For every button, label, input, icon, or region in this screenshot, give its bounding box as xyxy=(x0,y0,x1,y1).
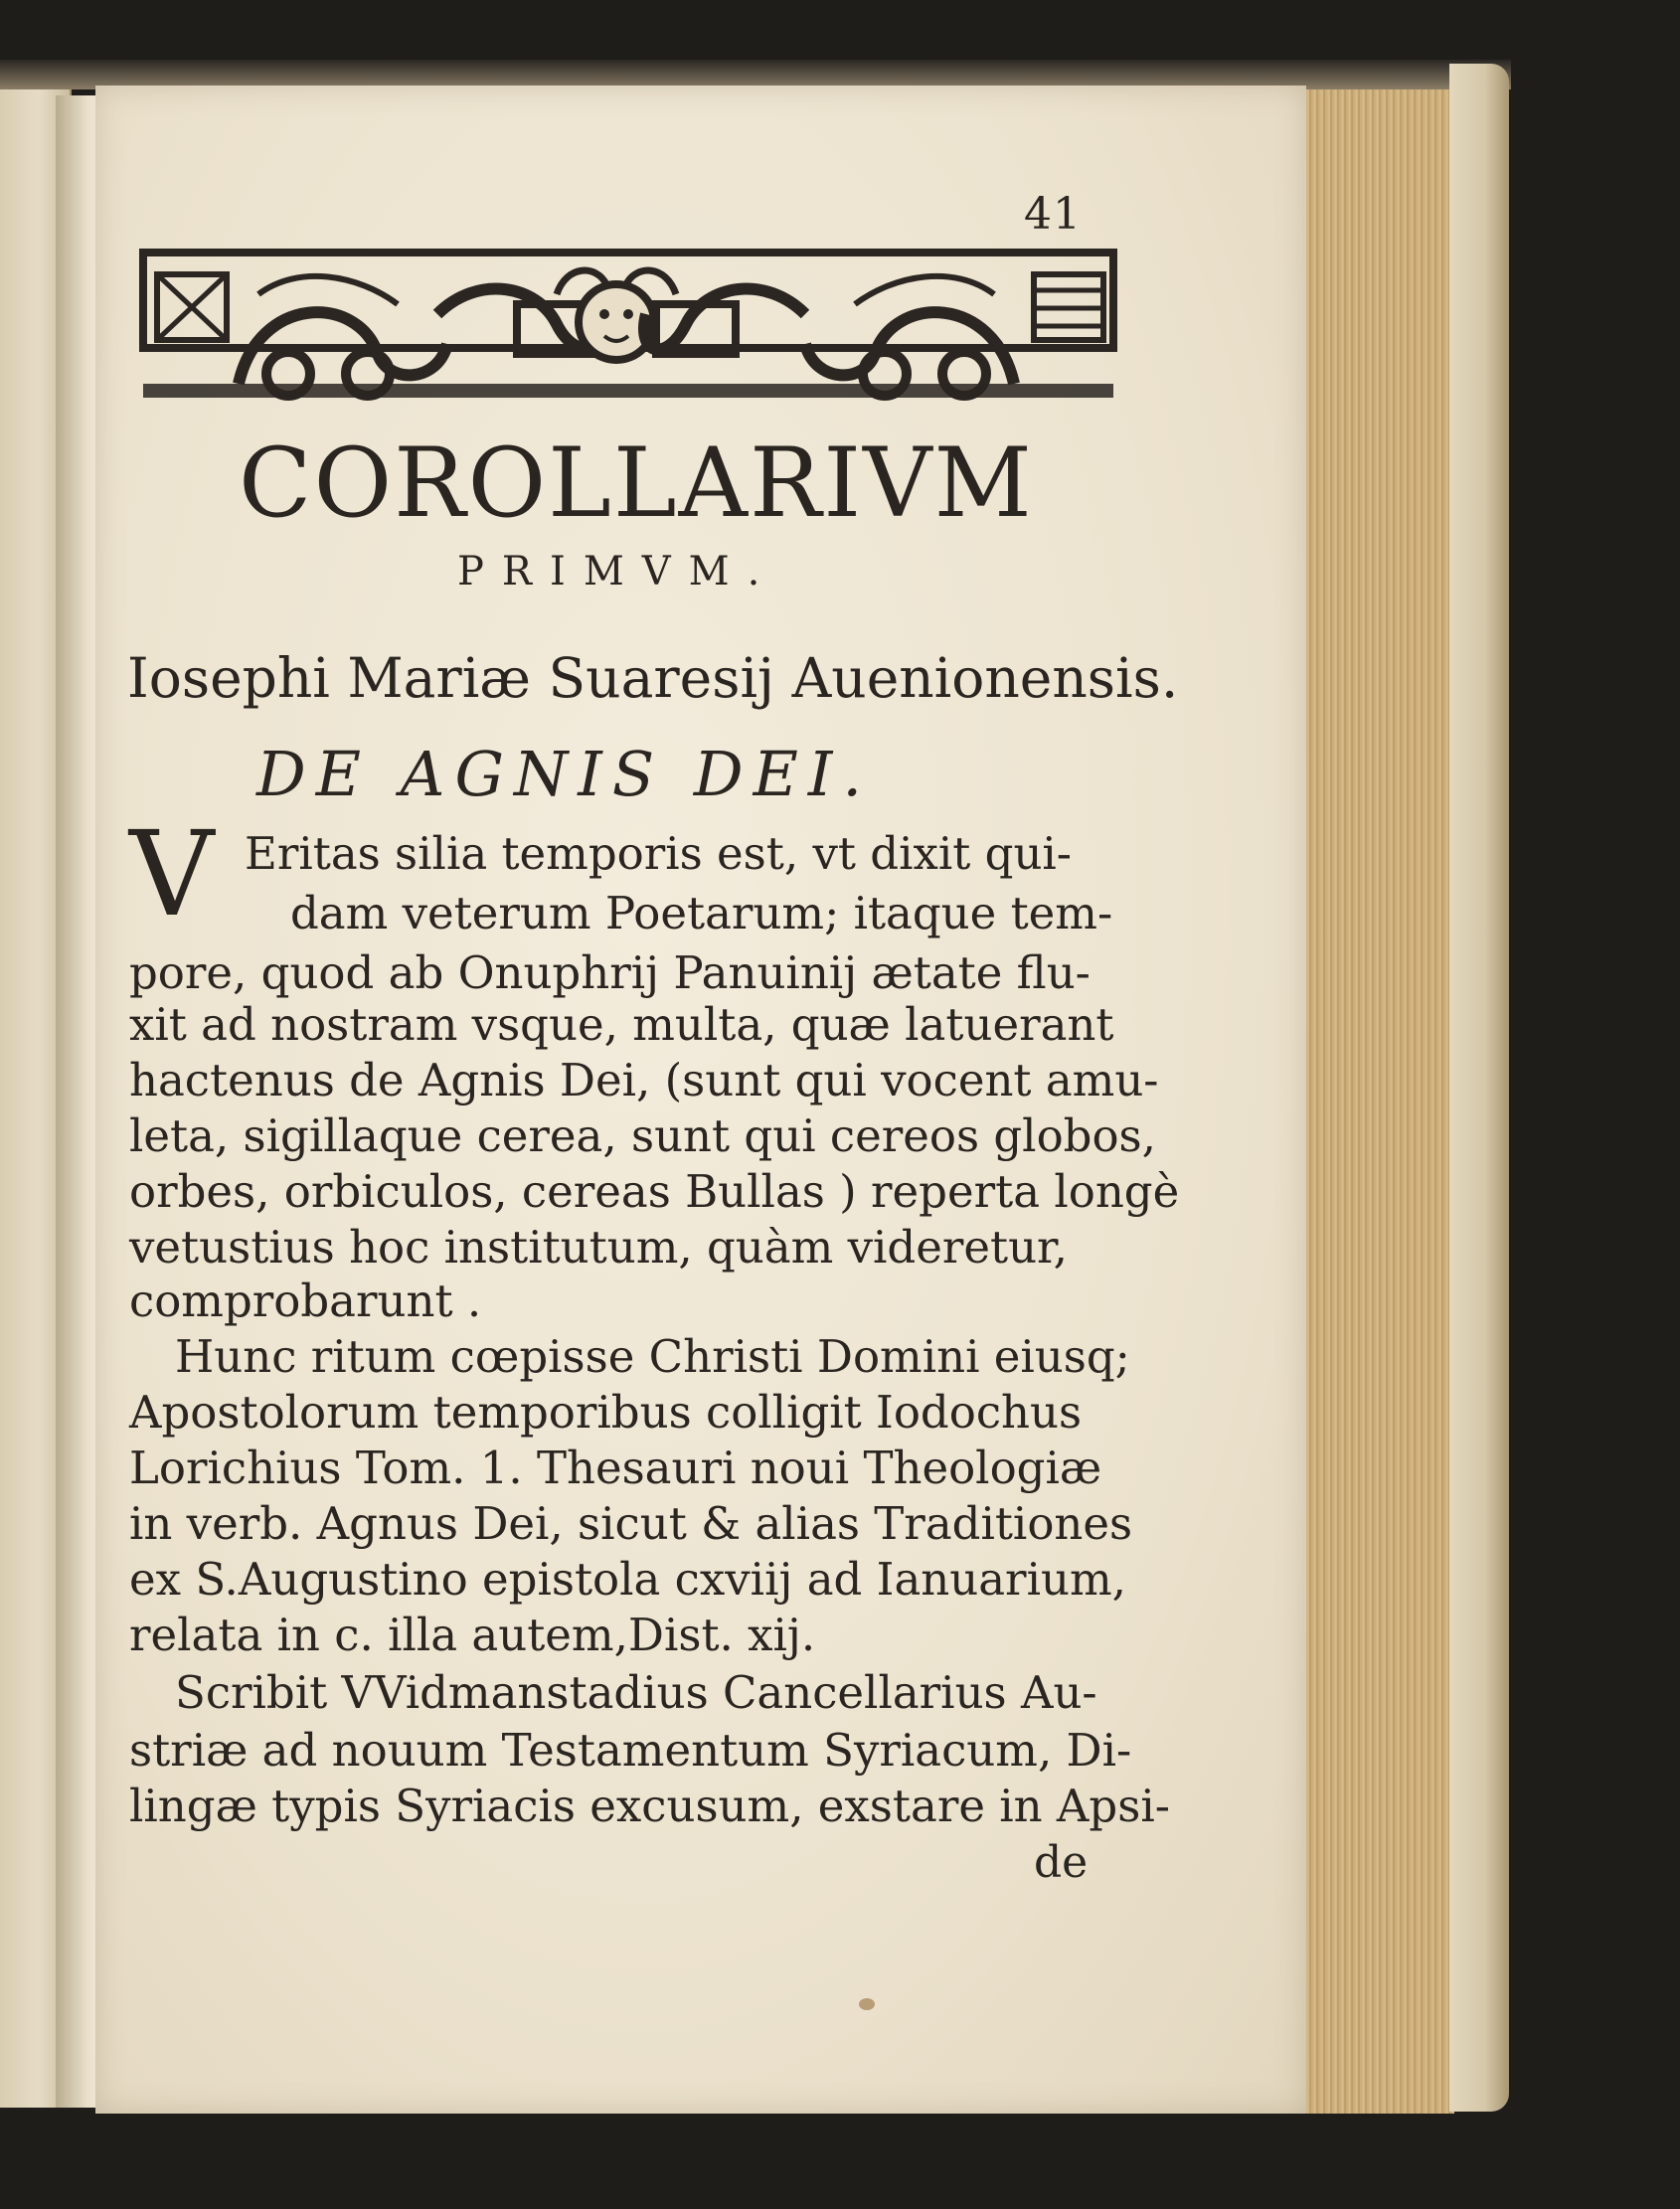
text-line: Scribit VVidmanstadius Cancellarius Au- xyxy=(175,1666,1097,1719)
drop-cap: V xyxy=(129,805,215,942)
text-line: dam veterum Poetarum; itaque tem- xyxy=(290,887,1113,939)
woodcut-headpiece-ornament-icon xyxy=(139,235,1118,404)
catchword: de xyxy=(1034,1837,1089,1888)
book-cover-edge xyxy=(1449,64,1509,2112)
text-line: Eritas silia temporis est, vt dixit qui- xyxy=(245,827,1073,880)
text-line: ex S.Augustino epistola cxviij ad Ianuarium, xyxy=(129,1553,1126,1606)
page-stack-fore-edge xyxy=(1302,89,1454,2114)
page-title: COROLLARIVM xyxy=(239,427,1034,539)
text-line: pore, quod ab Onuphrij Panuinij ætate flu- xyxy=(129,946,1091,999)
section-heading: DE AGNIS DEI. xyxy=(256,738,873,810)
page-subtitle: PRIMVM. xyxy=(457,549,778,595)
text-line: hactenus de Agnis Dei, (sunt qui vocent amu- xyxy=(129,1054,1159,1106)
paper-blemish xyxy=(859,1998,875,2010)
text-line: comprobarunt . xyxy=(129,1274,482,1327)
text-line: vetustius hoc institutum, quàm videretur, xyxy=(129,1221,1068,1274)
text-line: striæ ad nouum Testamentum Syriacum, Di- xyxy=(129,1724,1132,1777)
text-line: leta, sigillaque cerea, sunt qui cereos globos, xyxy=(129,1109,1156,1162)
text-line: Hunc ritum cœpisse Christi Domini eiusq; xyxy=(175,1330,1130,1383)
text-line: orbes, orbiculos, cereas Bullas ) reperta longè xyxy=(129,1165,1180,1218)
text-line: Apostolorum temporibus colligit Iodochus xyxy=(129,1386,1083,1439)
text-line: Lorichius Tom. 1. Thesauri noui Theologiæ xyxy=(129,1442,1102,1494)
page-number: 41 xyxy=(1024,189,1082,240)
text-line: xit ad nostram vsque, multa, quæ latuerant xyxy=(129,998,1114,1051)
author-line: Iosephi Mariæ Suaresij Auenionensis. xyxy=(127,646,1179,710)
text-line: relata in c. illa autem,Dist. xij. xyxy=(129,1609,816,1661)
text-line: in verb. Agnus Dei, sicut & alias Traditiones xyxy=(129,1497,1133,1550)
text-line: lingæ typis Syriacis excusum, exstare in Apsi- xyxy=(129,1780,1170,1832)
